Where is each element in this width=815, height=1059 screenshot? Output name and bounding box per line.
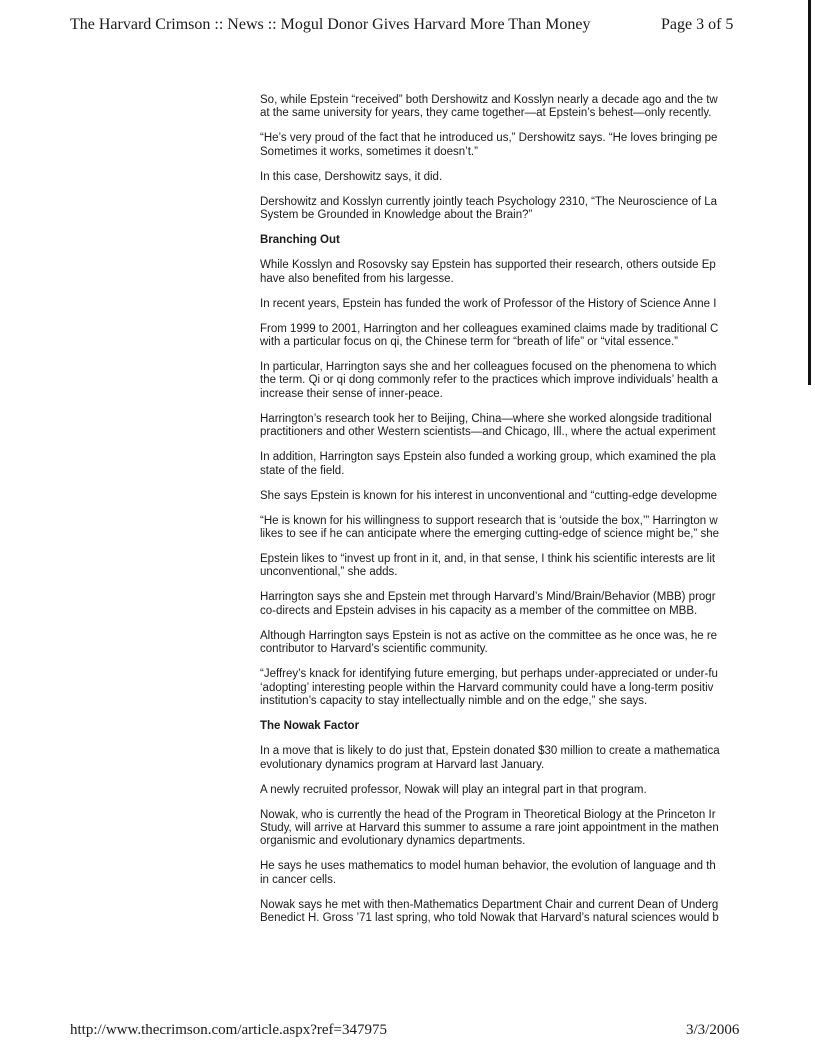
article-paragraph xyxy=(260,259,810,286)
footer-date: 3/3/2006 xyxy=(686,1022,740,1038)
text-line: In particular, Harrington says she and her colleagues focused on the phenomena to which xyxy=(260,361,717,374)
text-line: System be Grounded in Knowledge about the Brain?” xyxy=(260,209,533,222)
text-line: While Kosslyn and Rosovsky say Epstein has supported their research, others outside Ep xyxy=(260,259,716,272)
text-line: Epstein likes to “invest up front in it, and, in that sense, I think his scientific interests are lit xyxy=(260,553,716,566)
text-line: Branching Out xyxy=(260,234,340,247)
text-line: “He’s very proud of the fact that he introduced us,” Dershowitz says. “He loves bringing pe xyxy=(260,132,718,145)
article-paragraph xyxy=(260,668,810,708)
text-line: He says he uses mathematics to model human behavior, the evolution of language and th xyxy=(260,860,716,873)
text-line: In this case, Dershowitz says, it did. xyxy=(260,170,443,183)
article-paragraph xyxy=(260,413,810,440)
article-paragraph xyxy=(260,298,810,311)
article-paragraph xyxy=(260,630,810,657)
text-line: the term. Qi or qi dong commonly refer to the practices which improve individuals’ health a xyxy=(260,374,718,387)
text-line: Dershowitz and Kosslyn currently jointly teach Psychology 2310, “The Neuroscience of La xyxy=(260,195,718,208)
text-line: Harrington’s research took her to Beijing, China—where she worked alongside traditional xyxy=(260,412,712,425)
text-line: The Nowak Factor xyxy=(260,720,360,733)
text-line: She says Epstein is known for his interest in unconventional and “cutting-edge developme xyxy=(260,489,718,502)
page-header-title: The Harvard Crimson :: News :: Mogul Donor Gives Harvard More Than Money xyxy=(70,16,591,33)
text-line: likes to see if he can anticipate where the emerging cutting-edge of science might be,” she xyxy=(260,528,719,541)
section-heading xyxy=(260,234,810,247)
text-line: So, while Epstein “received” both Dershowitz and Kosslyn nearly a decade ago and the tw xyxy=(260,94,718,106)
article-body xyxy=(260,94,810,937)
text-line: have also benefited from his largesse. xyxy=(260,272,454,285)
text-line: with a particular focus on qi, the Chinese term for “breath of life” or “vital essence.” xyxy=(260,336,679,349)
article-paragraph xyxy=(260,361,810,401)
article-paragraph xyxy=(260,809,810,849)
text-line: increase their sense of inner-peace. xyxy=(260,387,443,400)
article-paragraph xyxy=(260,94,810,121)
article-paragraph xyxy=(260,899,810,926)
article-paragraph xyxy=(260,196,810,223)
text-line: From 1999 to 2001, Harrington and her colleagues examined claims made by traditional C xyxy=(260,322,719,335)
article-paragraph xyxy=(260,490,810,503)
article-paragraph xyxy=(260,132,810,159)
footer-url: http://www.thecrimson.com/article.aspx?ref=347975 xyxy=(70,1022,387,1038)
text-line: In addition, Harrington says Epstein also funded a working group, which examined the pla xyxy=(260,451,716,464)
article-paragraph xyxy=(260,323,810,350)
text-line: “Jeffrey’s knack for identifying future emerging, but perhaps under-appreciated or under-fu xyxy=(260,668,718,681)
text-line: co-directs and Epstein advises in his capacity as a member of the committee on MBB. xyxy=(260,604,698,617)
text-line: Harrington says she and Epstein met through Harvard’s Mind/Brain/Behavior (MBB) progr xyxy=(260,591,716,604)
article-paragraph xyxy=(260,515,810,542)
text-line: ‘adopting’ interesting people within the Harvard community could have a long-term positiv xyxy=(260,681,714,694)
article-paragraph xyxy=(260,860,810,887)
text-line: A newly recruited professor, Nowak will play an integral part in that program. xyxy=(260,783,647,796)
text-line: Nowak says he met with then-Mathematics Department Chair and current Dean of Underg xyxy=(260,898,719,911)
section-heading xyxy=(260,720,810,733)
text-line: In a move that is likely to do just that, Epstein donated $30 million to create a mathematica xyxy=(260,745,720,758)
text-line: evolutionary dynamics program at Harvard last January. xyxy=(260,758,545,771)
text-line: contributor to Harvard’s scientific community. xyxy=(260,643,488,656)
text-line: in cancer cells. xyxy=(260,873,337,886)
text-line: institution’s capacity to stay intellectually nimble and on the edge,” she says. xyxy=(260,695,648,708)
article-paragraph xyxy=(260,784,810,797)
article-paragraph xyxy=(260,591,810,618)
text-line: state of the field. xyxy=(260,464,345,477)
text-line: unconventional,” she adds. xyxy=(260,566,398,579)
article-paragraph xyxy=(260,171,810,184)
article-paragraph xyxy=(260,451,810,478)
text-line: Benedict H. Gross ’71 last spring, who told Nowak that Harvard’s natural sciences would b xyxy=(260,912,719,925)
text-line: Nowak, who is currently the head of the Program in Theoretical Biology at the Princeton Ir xyxy=(260,808,716,821)
text-line: Study, will arrive at Harvard this summer to assume a rare joint appointment in the mathen xyxy=(260,821,719,834)
page-number: Page 3 of 5 xyxy=(661,16,734,33)
text-line: Sometimes it works, sometimes it doesn’t.” xyxy=(260,145,478,158)
text-line: Although Harrington says Epstein is not as active on the committee as he once was, he re xyxy=(260,629,718,642)
article-paragraph xyxy=(260,745,810,772)
text-line: “He is known for his willingness to support research that is ‘outside the box,’” Harrington w xyxy=(260,514,718,527)
article-paragraph xyxy=(260,553,810,580)
text-line: In recent years, Epstein has funded the work of Professor of the History of Science Anne I xyxy=(260,297,717,310)
text-line: practitioners and other Western scientists—and Chicago, Ill., where the actual experiment xyxy=(260,426,716,439)
text-line: organismic and evolutionary dynamics departments. xyxy=(260,835,526,848)
text-line: at the same university for years, they came together—at Epstein’s behest—only recently. xyxy=(260,107,712,120)
